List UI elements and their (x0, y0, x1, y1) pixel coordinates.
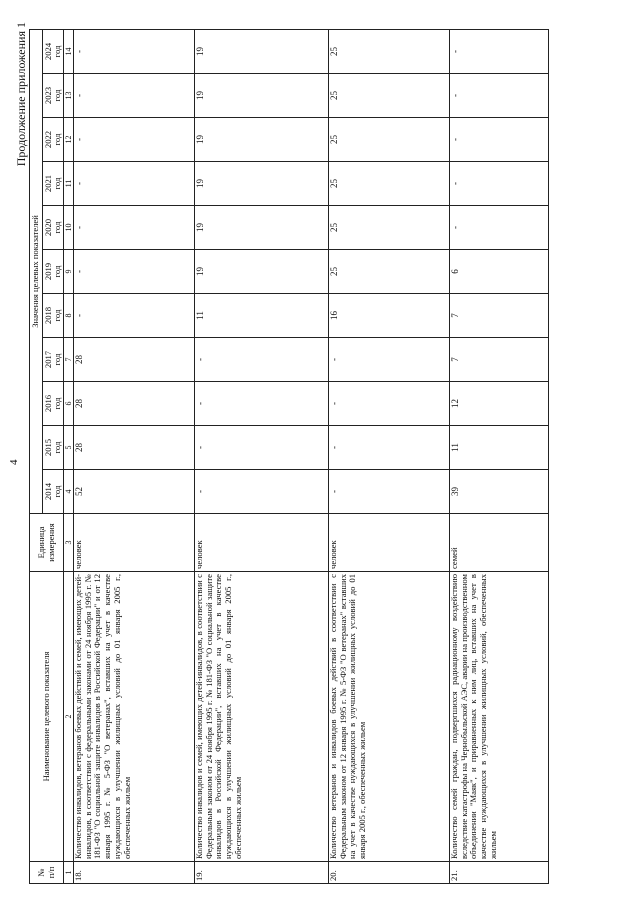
unit-cell: семей (450, 514, 549, 572)
unit-cell: человек (329, 514, 450, 572)
row-number: 21. (450, 862, 549, 884)
header-year: 2020 год (43, 206, 64, 250)
value-cell: - (329, 338, 450, 382)
header-name: Наименование целевого показателя (30, 572, 64, 862)
row-number: 19. (195, 862, 329, 884)
value-cell: 19 (195, 206, 329, 250)
value-cell: 19 (195, 74, 329, 118)
table-row (195, 29, 329, 883)
header-year: 2017 год (43, 338, 64, 382)
value-cell: - (329, 382, 450, 426)
indicator-name: Количество семей граждан, подвергшихся радиационному воздействию вследствие катастрофы на Чернобыльской АЭС, аварии на производственном объединении "Маяк", и приравненных к ним лиц, вставших на учет в качестве нуждающихся в улучшении жилищных условий, обеспеченных жильем (450, 572, 549, 862)
row-number: 18. (74, 862, 195, 884)
column-number: 10 (64, 206, 74, 250)
value-cell: 25 (329, 29, 450, 73)
column-number: 4 (64, 470, 74, 514)
value-cell: - (74, 206, 195, 250)
header-year: 2024 год (43, 29, 64, 73)
value-cell: - (450, 29, 549, 73)
targets-table (29, 29, 549, 884)
unit-cell: человек (195, 514, 329, 572)
value-cell: 11 (450, 426, 549, 470)
column-number: 2 (64, 572, 74, 862)
page-number: 4 (8, 459, 20, 465)
value-cell: - (74, 118, 195, 162)
value-cell: 39 (450, 470, 549, 514)
value-cell: - (450, 206, 549, 250)
value-cell: 25 (329, 206, 450, 250)
value-cell: - (195, 470, 329, 514)
column-number: 3 (64, 514, 74, 572)
value-cell: 28 (74, 382, 195, 426)
value-cell: - (329, 470, 450, 514)
value-cell: - (195, 338, 329, 382)
column-number: 14 (64, 29, 74, 73)
column-number: 1 (64, 862, 74, 884)
value-cell: - (74, 294, 195, 338)
value-cell: - (329, 426, 450, 470)
value-cell: 11 (195, 294, 329, 338)
value-cell: 19 (195, 162, 329, 206)
value-cell: - (450, 162, 549, 206)
value-cell: 7 (450, 294, 549, 338)
value-cell: 12 (450, 382, 549, 426)
value-cell: - (74, 162, 195, 206)
header-year: 2021 год (43, 162, 64, 206)
value-cell: 19 (195, 118, 329, 162)
header-year: 2018 год (43, 294, 64, 338)
column-number: 8 (64, 294, 74, 338)
value-cell: - (450, 118, 549, 162)
table-row (450, 29, 549, 883)
value-cell: 25 (329, 74, 450, 118)
value-cell: 52 (74, 470, 195, 514)
header-year: 2015 год (43, 426, 64, 470)
row-number: 20. (329, 862, 450, 884)
header-unit: Единица измерения (30, 514, 64, 572)
table-row (329, 29, 450, 883)
value-cell: 6 (450, 250, 549, 294)
value-cell: 25 (329, 118, 450, 162)
value-cell: - (74, 250, 195, 294)
header-year: 2022 год (43, 118, 64, 162)
value-cell: - (195, 382, 329, 426)
continuation-label: Продолжение приложения 1 (14, 22, 28, 167)
column-number: 5 (64, 426, 74, 470)
header-num: № п/п (30, 862, 64, 884)
indicator-name: Количество инвалидов, ветеранов боевых действий и семей, имеющих детей-инвалидов, в соответствии с федеральными законами от 24 ноября 1995 г. № 181-ФЗ "О социальной защите инвалидов в Российской Федерации" и от 12 января 1995 г. № 5-ФЗ "О ветеранах", вставших на учет в качестве нуждающихся в улучшении жилищных условий до 01 января 2005 г., обеспеченных жильем (74, 572, 195, 862)
value-cell: 25 (329, 250, 450, 294)
column-number: 6 (64, 382, 74, 426)
value-cell: 28 (74, 426, 195, 470)
header-year: 2023 год (43, 74, 64, 118)
value-cell: 19 (195, 29, 329, 73)
value-cell: - (450, 74, 549, 118)
column-number: 7 (64, 338, 74, 382)
column-number-row (64, 29, 74, 883)
unit-cell: человек (74, 514, 195, 572)
value-cell: 7 (450, 338, 549, 382)
header-year: 2016 год (43, 382, 64, 426)
column-number: 12 (64, 118, 74, 162)
column-number: 13 (64, 74, 74, 118)
header-values-group: Значения целевых показателей (30, 29, 43, 513)
column-number: 9 (64, 250, 74, 294)
value-cell: - (74, 74, 195, 118)
value-cell: - (74, 29, 195, 73)
value-cell: 19 (195, 250, 329, 294)
indicator-name: Количество ветеранов и инвалидов боевых действий в соответствии с Федеральным законом от 12 января 1995 г. № 5-ФЗ "О ветеранах" вставших на учет в качестве нуждающихся в улучшении жилищных условий до 01 января 2005 г., обеспеченных жильем (329, 572, 450, 862)
indicator-name: Количество инвалидов и семей, имеющих детей-инвалидов, в соответствии с Федеральным законом от 24 ноября 1995 г. № 181-ФЗ "О социальной защите инвалидов в Российской Федерации", вставших на учет в качестве нуждающихся в улучшении жилищных условий до 01 января 2005 г., обеспеченных жильем (195, 572, 329, 862)
header-year: 2014 год (43, 470, 64, 514)
value-cell: - (195, 426, 329, 470)
table-row (74, 29, 195, 883)
value-cell: 16 (329, 294, 450, 338)
header-year: 2019 год (43, 250, 64, 294)
value-cell: 28 (74, 338, 195, 382)
value-cell: 25 (329, 162, 450, 206)
column-number: 11 (64, 162, 74, 206)
